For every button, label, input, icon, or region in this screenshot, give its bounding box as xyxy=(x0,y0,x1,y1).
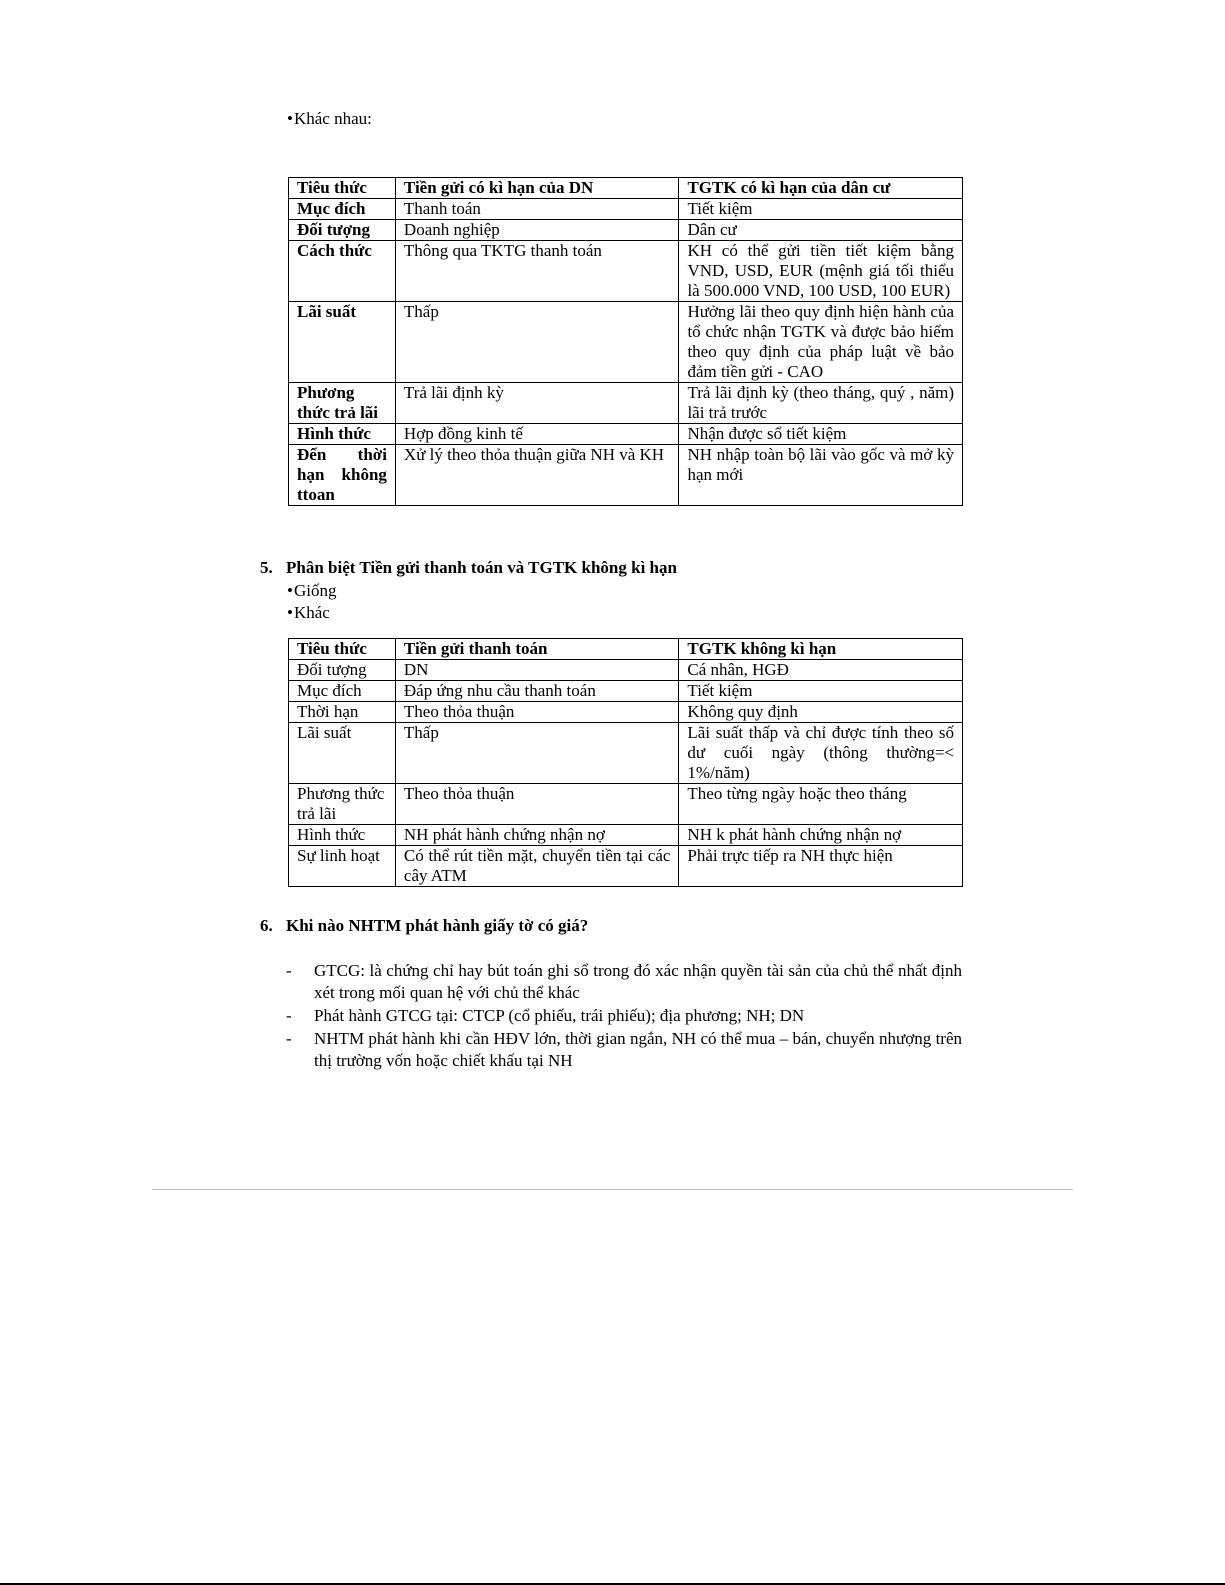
table-row xyxy=(289,846,963,887)
header-cell: Tiền gửi thanh toán xyxy=(395,639,679,660)
section-6-list xyxy=(286,960,962,1073)
table-cell: Theo thỏa thuận xyxy=(395,784,679,825)
table-row xyxy=(289,241,963,302)
criterion-cell: Lãi suất xyxy=(289,723,396,784)
criterion-cell: Thời hạn xyxy=(289,702,396,723)
table-cell: Thấp xyxy=(395,723,679,784)
header-cell: Tiêu thức xyxy=(289,178,396,199)
table-row xyxy=(289,383,963,424)
header-cell: Tiền gửi có kì hạn của DN xyxy=(395,178,679,199)
table-row xyxy=(289,784,963,825)
criterion-cell: Cách thức xyxy=(289,241,396,302)
differences-bullet xyxy=(287,602,330,623)
table-cell: Thanh toán xyxy=(395,199,679,220)
header-cell: TGTK có kì hạn của dân cư xyxy=(679,178,963,199)
table-cell: NH k phát hành chứng nhận nợ xyxy=(679,825,963,846)
criterion-cell: Hình thức xyxy=(289,825,396,846)
table-cell: Tiết kiệm xyxy=(679,681,963,702)
table-cell: Theo từng ngày hoặc theo tháng xyxy=(679,784,963,825)
section-5-heading xyxy=(260,557,677,579)
table-row xyxy=(289,220,963,241)
table-row xyxy=(289,723,963,784)
table-cell: Doanh nghiệp xyxy=(395,220,679,241)
table-cell: Thấp xyxy=(395,302,679,383)
table-cell: Nhận được sổ tiết kiệm xyxy=(679,424,963,445)
differences-bullet xyxy=(287,108,372,129)
table-row xyxy=(289,660,963,681)
similarities-bullet xyxy=(287,580,336,601)
list-item xyxy=(286,1028,962,1072)
criterion-cell: Lãi suất xyxy=(289,302,396,383)
section-number: 5. xyxy=(260,558,273,577)
table-row xyxy=(289,681,963,702)
criterion-cell: Sự linh hoạt xyxy=(289,846,396,887)
table-cell: Xử lý theo thỏa thuận giữa NH và KH xyxy=(395,445,679,506)
table-cell: Phải trực tiếp ra NH thực hiện xyxy=(679,846,963,887)
criterion-cell: Phương thức trả lãi xyxy=(289,784,396,825)
list-item-text: Phát hành GTCG tại: CTCP (cổ phiếu, trái phiếu); địa phương; NH; DN xyxy=(314,1006,805,1025)
bullet-text: Khác nhau: xyxy=(293,109,372,128)
criterion-cell: Mục đích xyxy=(289,199,396,220)
table-cell: Lãi suất thấp và chỉ được tính theo số dư cuối ngày (thông thường=< 1%/năm) xyxy=(679,723,963,784)
table-header-row xyxy=(289,178,963,199)
table-cell: Hưởng lãi theo quy định hiện hành của tổ chức nhận TGTK và được bảo hiểm theo quy định của pháp luật về bảo đảm tiền gửi - CAO xyxy=(679,302,963,383)
criterion-cell: Mục đích xyxy=(289,681,396,702)
section-6-heading xyxy=(260,915,588,937)
table-cell: Dân cư xyxy=(679,220,963,241)
criterion-cell: Phương thức trả lãi xyxy=(289,383,396,424)
table-row xyxy=(289,199,963,220)
table-cell: Hợp đồng kinh tế xyxy=(395,424,679,445)
table-header-row xyxy=(289,639,963,660)
table-cell: Trả lãi định kỳ xyxy=(395,383,679,424)
criterion-cell: Đối tượng xyxy=(289,220,396,241)
table-cell: KH có thể gửi tiền tiết kiệm bằng VND, USD, EUR (mệnh giá tối thiểu là 500.000 VND, 100 USD, 100 EUR) xyxy=(679,241,963,302)
criterion-cell: Đối tượng xyxy=(289,660,396,681)
dash-marker: - xyxy=(286,1006,292,1025)
section-title: Khi nào NHTM phát hành giấy tờ có giá? xyxy=(286,916,589,935)
table-cell: Cá nhân, HGĐ xyxy=(679,660,963,681)
list-item xyxy=(286,1005,962,1027)
table-row xyxy=(289,445,963,506)
table-cell: NH nhập toàn bộ lãi vào gốc và mở kỳ hạn mới xyxy=(679,445,963,506)
table-cell: Không quy định xyxy=(679,702,963,723)
table-cell: Trả lãi định kỳ (theo tháng, quý , năm) lãi trả trước xyxy=(679,383,963,424)
dash-marker: - xyxy=(286,961,292,980)
page-divider xyxy=(152,1189,1073,1190)
criterion-cell: Đến thời hạn không ttoan xyxy=(289,445,396,506)
bullet-text: Giống xyxy=(293,581,337,600)
table-row xyxy=(289,825,963,846)
table-cell: Có thể rút tiền mặt, chuyển tiền tại các cây ATM xyxy=(395,846,679,887)
table-cell: Đáp ứng nhu cầu thanh toán xyxy=(395,681,679,702)
table-row xyxy=(289,702,963,723)
dash-marker: - xyxy=(286,1029,292,1048)
table-row xyxy=(289,302,963,383)
list-item-text: GTCG: là chứng chỉ hay bút toán ghi sổ trong đó xác nhận quyền tài sản của chủ thể nhất định xét trong mối quan hệ với chủ thể khác xyxy=(314,961,962,1002)
table-cell: Theo thỏa thuận xyxy=(395,702,679,723)
header-cell: Tiêu thức xyxy=(289,639,396,660)
table-row xyxy=(289,424,963,445)
section-number: 6. xyxy=(260,916,273,935)
list-item-text: NHTM phát hành khi cần HĐV lớn, thời gian ngắn, NH có thể mua – bán, chuyển nhượng trên thị trường vốn hoặc chiết khấu tại NH xyxy=(314,1029,962,1070)
term-deposit-comparison-table xyxy=(288,177,963,506)
list-item xyxy=(286,960,962,1004)
header-cell: TGTK không kì hạn xyxy=(679,639,963,660)
table-cell: Thông qua TKTG thanh toán xyxy=(395,241,679,302)
table-cell: DN xyxy=(395,660,679,681)
table-cell: Tiết kiệm xyxy=(679,199,963,220)
table-cell: NH phát hành chứng nhận nợ xyxy=(395,825,679,846)
bullet-text: Khác xyxy=(293,603,330,622)
payment-vs-savings-table xyxy=(288,638,963,887)
section-title: Phân biệt Tiền gửi thanh toán và TGTK không kì hạn xyxy=(286,558,677,577)
criterion-cell: Hình thức xyxy=(289,424,396,445)
